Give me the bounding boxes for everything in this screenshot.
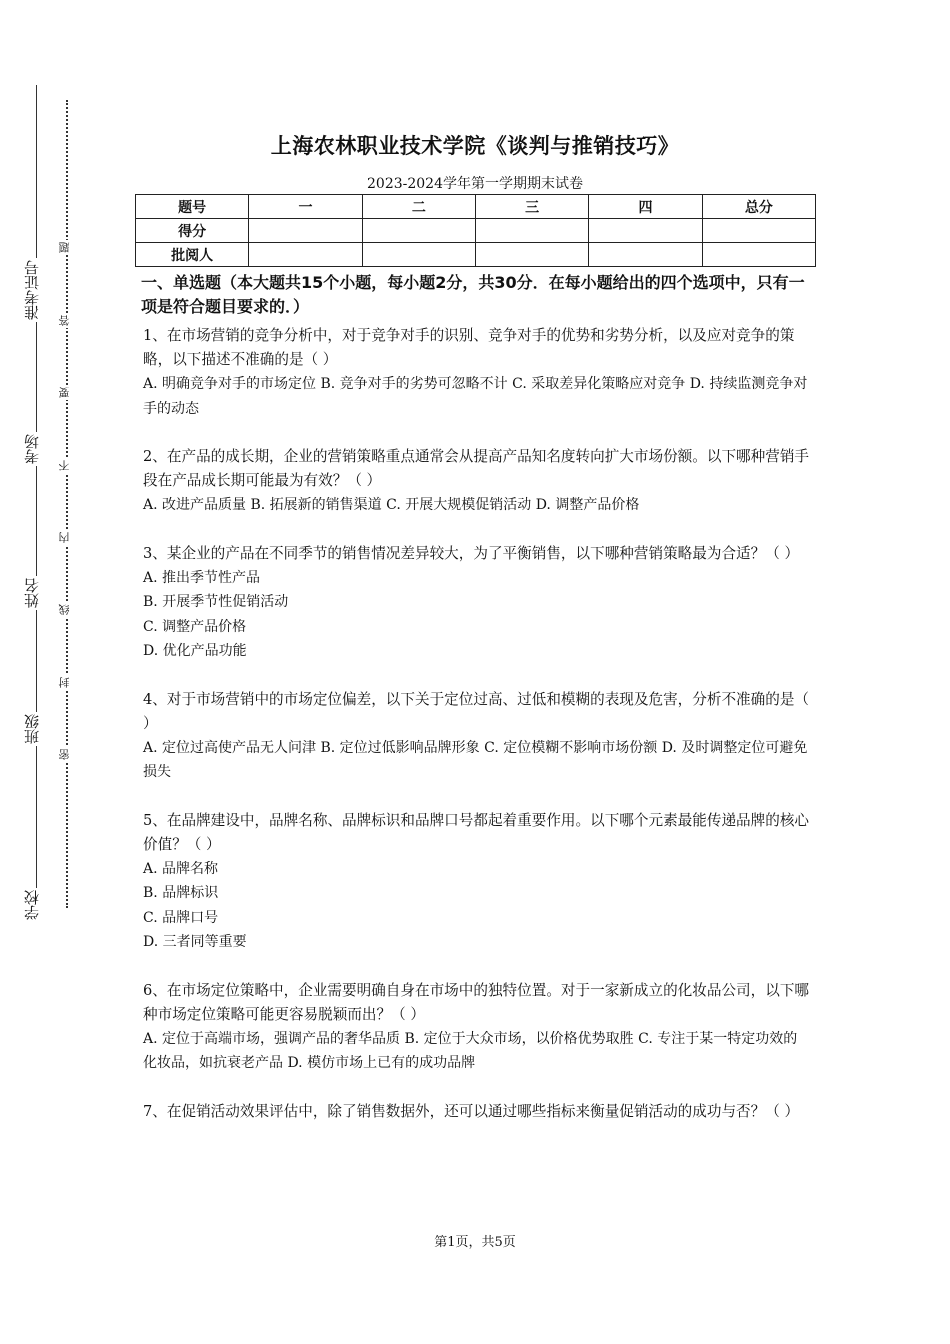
question-4 <box>143 688 811 785</box>
grader-cell[interactable] <box>475 243 588 267</box>
seal-char: 不 <box>58 460 71 471</box>
seal-char: 答 <box>58 315 71 326</box>
option-d: D. 及时调整定位可避免损失 <box>143 739 808 780</box>
seal-char: 内 <box>58 532 71 543</box>
question-stem: 7、在促销活动效果评估中，除了销售数据外，还可以通过哪些指标来衡量促销活动的成功与否？（ ） <box>143 1102 800 1120</box>
section-heading: 一、单选题（本大题共15个小题，每小题2分，共30分．在每小题给出的四个选项中，只有一项是符合题目要求的．） <box>141 273 805 316</box>
question-options <box>143 372 811 421</box>
seal-char: 题 <box>58 242 71 253</box>
score-table <box>135 194 816 267</box>
score-row-label: 批阅人 <box>136 243 249 267</box>
binding-field-school: 学校 <box>23 888 45 922</box>
question-1 <box>143 324 811 421</box>
page-footer: 第1页，共5页 <box>434 1235 516 1250</box>
option-c: C. 品牌口号 <box>143 909 219 926</box>
option-b: B. 竞争对手的劣势可忽略不计 <box>320 376 513 392</box>
question-options <box>143 857 811 955</box>
binding-margin <box>0 0 80 1344</box>
question-2 <box>143 445 811 518</box>
score-cell[interactable] <box>475 219 588 243</box>
option-a: A. 定位过高使产品无人问津 <box>143 739 321 756</box>
seal-char: 要 <box>58 387 71 398</box>
score-cell[interactable] <box>362 219 475 243</box>
option-d: D. 模仿市场上已有的成功品牌 <box>287 1055 476 1071</box>
question-6 <box>143 979 811 1076</box>
question-stem: 4、对于市场营销中的市场定位偏差，以下关于定位过高、过低和模糊的表现及危害，分析不准确的是（ ） <box>143 690 810 732</box>
option-c: C. 专注于某一特定功效的化妆品，如抗衰老产品 <box>143 1030 798 1071</box>
grader-cell[interactable] <box>702 243 815 267</box>
option-a: A. 品牌名称 <box>143 860 219 877</box>
question-stem: 2、在产品的成长期，企业的营销策略重点通常会从提高产品知名度转向扩大市场份额。以下哪种营销手段在产品成长期可能最为有效？（ ） <box>143 448 810 489</box>
option-c: C. 采取差异化策略应对竞争 <box>512 376 690 392</box>
option-a: A. 改进产品质量 <box>143 497 251 513</box>
question-options <box>143 1027 811 1076</box>
score-table-header: 总分 <box>702 195 815 219</box>
grader-cell[interactable] <box>362 243 475 267</box>
question-options <box>143 736 811 785</box>
question-3 <box>143 542 811 664</box>
binding-line <box>36 85 37 918</box>
option-d: D. 调整产品价格 <box>535 497 640 513</box>
option-b: B. 品牌标识 <box>143 885 219 901</box>
option-d: D. 三者同等重要 <box>143 934 247 950</box>
option-a: A. 定位于高端市场，强调产品的奢华品质 <box>143 1030 405 1047</box>
binding-field-exam-room: 考场 <box>23 432 45 466</box>
score-cell[interactable] <box>702 219 815 243</box>
score-table-header: 三 <box>475 195 588 219</box>
score-cell[interactable] <box>589 219 702 243</box>
question-stem: 5、在品牌建设中，品牌名称、品牌标识和品牌口号都起着重要作用。以下哪个元素最能传递品牌的核心价值？（ ） <box>143 811 810 853</box>
seal-dotted-line <box>66 100 68 908</box>
score-table-header: 题号 <box>136 195 249 219</box>
question-7 <box>143 1100 811 1124</box>
binding-field-name: 姓名 <box>23 576 45 610</box>
option-b: B. 拓展新的销售渠道 <box>250 497 387 513</box>
option-b: B. 定位过低影响品牌形象 <box>320 739 485 756</box>
score-cell[interactable] <box>249 219 362 243</box>
option-c: C. 定位模糊不影响市场份额 <box>484 739 662 756</box>
question-5 <box>143 809 811 955</box>
grader-cell[interactable] <box>249 243 362 267</box>
score-table-header: 二 <box>362 195 475 219</box>
score-table-header-row <box>136 195 816 219</box>
option-d: D. 持续监测竞争对手的动态 <box>143 376 808 417</box>
exam-content <box>143 271 811 1148</box>
option-c: C. 调整产品价格 <box>143 618 247 635</box>
question-stem: 3、某企业的产品在不同季节的销售情况差异较大，为了平衡销售，以下哪种营销策略最为合适？（ ） <box>143 544 800 562</box>
question-options <box>143 566 811 664</box>
score-table-header: 四 <box>589 195 702 219</box>
binding-field-exam-id: 准考证号 <box>23 258 45 322</box>
question-stem: 1、在市场营销的竞争分析中，对于竞争对手的识别、竞争对手的优势和劣势分析，以及应对竞争的策略，以下描述不准确的是（ ） <box>143 327 795 368</box>
option-d: D. 优化产品功能 <box>143 643 247 659</box>
option-c: C. 开展大规模促销活动 <box>386 497 536 513</box>
exam-subtitle: 2023-2024学年第一学期期末试卷 <box>367 176 583 192</box>
binding-field-class: 班级 <box>23 712 45 746</box>
option-b: B. 定位于大众市场，以价格优势取胜 <box>404 1030 639 1047</box>
seal-char: 封 <box>58 677 71 688</box>
grader-cell[interactable] <box>589 243 702 267</box>
question-options <box>143 493 811 518</box>
seal-char: 线 <box>58 604 71 615</box>
question-stem: 6、在市场定位策略中，企业需要明确自身在市场中的独特位置。对于一家新成立的化妆品公司，以下哪种市场定位策略可能更容易脱颖而出？（ ） <box>143 981 810 1023</box>
score-table-row <box>136 219 816 243</box>
score-table-row <box>136 243 816 267</box>
exam-title: 上海农林职业技术学院《谈判与推销技巧》 <box>270 134 680 158</box>
option-a: A. 明确竞争对手的市场定位 <box>143 376 321 392</box>
seal-char: 密 <box>58 749 71 760</box>
option-b: B. 开展季节性促销活动 <box>143 594 289 610</box>
score-row-label: 得分 <box>136 219 249 243</box>
score-table-header: 一 <box>249 195 362 219</box>
option-a: A. 推出季节性产品 <box>143 569 261 586</box>
